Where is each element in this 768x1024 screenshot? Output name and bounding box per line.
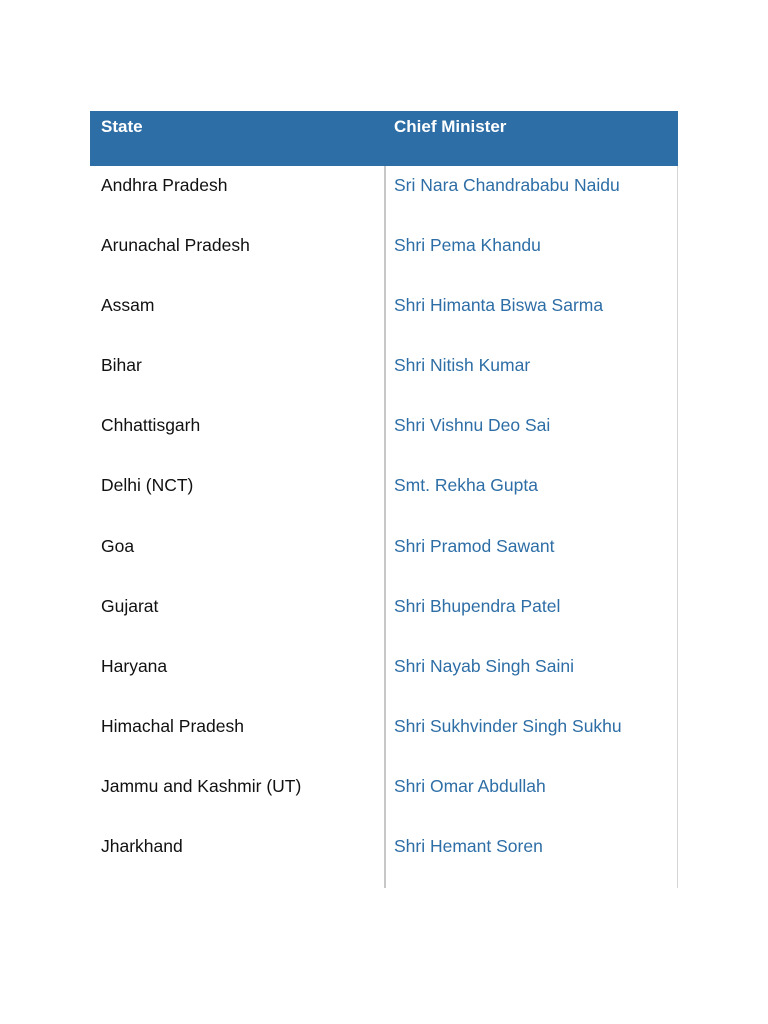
header-chief-minister: Chief Minister: [394, 117, 507, 136]
table-row: [90, 527, 678, 587]
table-row: [90, 286, 678, 346]
chief-minister-link[interactable]: Shri Nitish Kumar: [394, 355, 531, 376]
table-row: [90, 166, 678, 226]
table-row: [90, 767, 678, 827]
chief-ministers-table: [90, 111, 678, 888]
state-cell: Goa: [101, 535, 135, 556]
state-cell: Arunachal Pradesh: [101, 235, 250, 256]
chief-minister-link[interactable]: Shri Bhupendra Patel: [394, 595, 561, 616]
table-row: [90, 406, 678, 466]
state-cell: Jammu and Kashmir (UT): [101, 775, 302, 796]
state-cell: Chhattisgarh: [101, 415, 201, 436]
chief-minister-link[interactable]: Shri Sukhvinder Singh Sukhu: [394, 715, 622, 736]
table-row: [90, 466, 678, 526]
chief-minister-link[interactable]: Shri Vishnu Deo Sai: [394, 415, 551, 436]
state-cell: Bihar: [101, 355, 142, 376]
chief-minister-link[interactable]: Shri Nayab Singh Saini: [394, 655, 574, 676]
header-state: State: [101, 117, 143, 136]
state-cell: Himachal Pradesh: [101, 715, 244, 736]
table-row: [90, 827, 678, 887]
table-row: [90, 707, 678, 767]
state-cell: Gujarat: [101, 595, 159, 616]
state-cell: Andhra Pradesh: [101, 175, 228, 195]
chief-minister-link[interactable]: Shri Himanta Biswa Sarma: [394, 295, 604, 316]
state-cell: Jharkhand: [101, 836, 183, 857]
table-row: [90, 587, 678, 647]
table-row: [90, 226, 678, 286]
table-header: [90, 111, 678, 166]
table-row: [90, 647, 678, 707]
state-cell: Haryana: [101, 655, 168, 676]
chief-minister-link[interactable]: Shri Omar Abdullah: [394, 775, 546, 796]
state-cell: Delhi (NCT): [101, 475, 194, 496]
table-row: [90, 346, 678, 406]
chief-minister-link[interactable]: Smt. Rekha Gupta: [394, 475, 538, 496]
chief-minister-link[interactable]: Shri Pema Khandu: [394, 235, 541, 256]
table-body: [90, 166, 678, 887]
state-cell: Assam: [101, 295, 155, 316]
chief-minister-link[interactable]: Sri Nara Chandrababu Naidu: [394, 175, 620, 195]
chief-minister-link[interactable]: Shri Hemant Soren: [394, 836, 543, 857]
chief-minister-link[interactable]: Shri Pramod Sawant: [394, 535, 555, 556]
